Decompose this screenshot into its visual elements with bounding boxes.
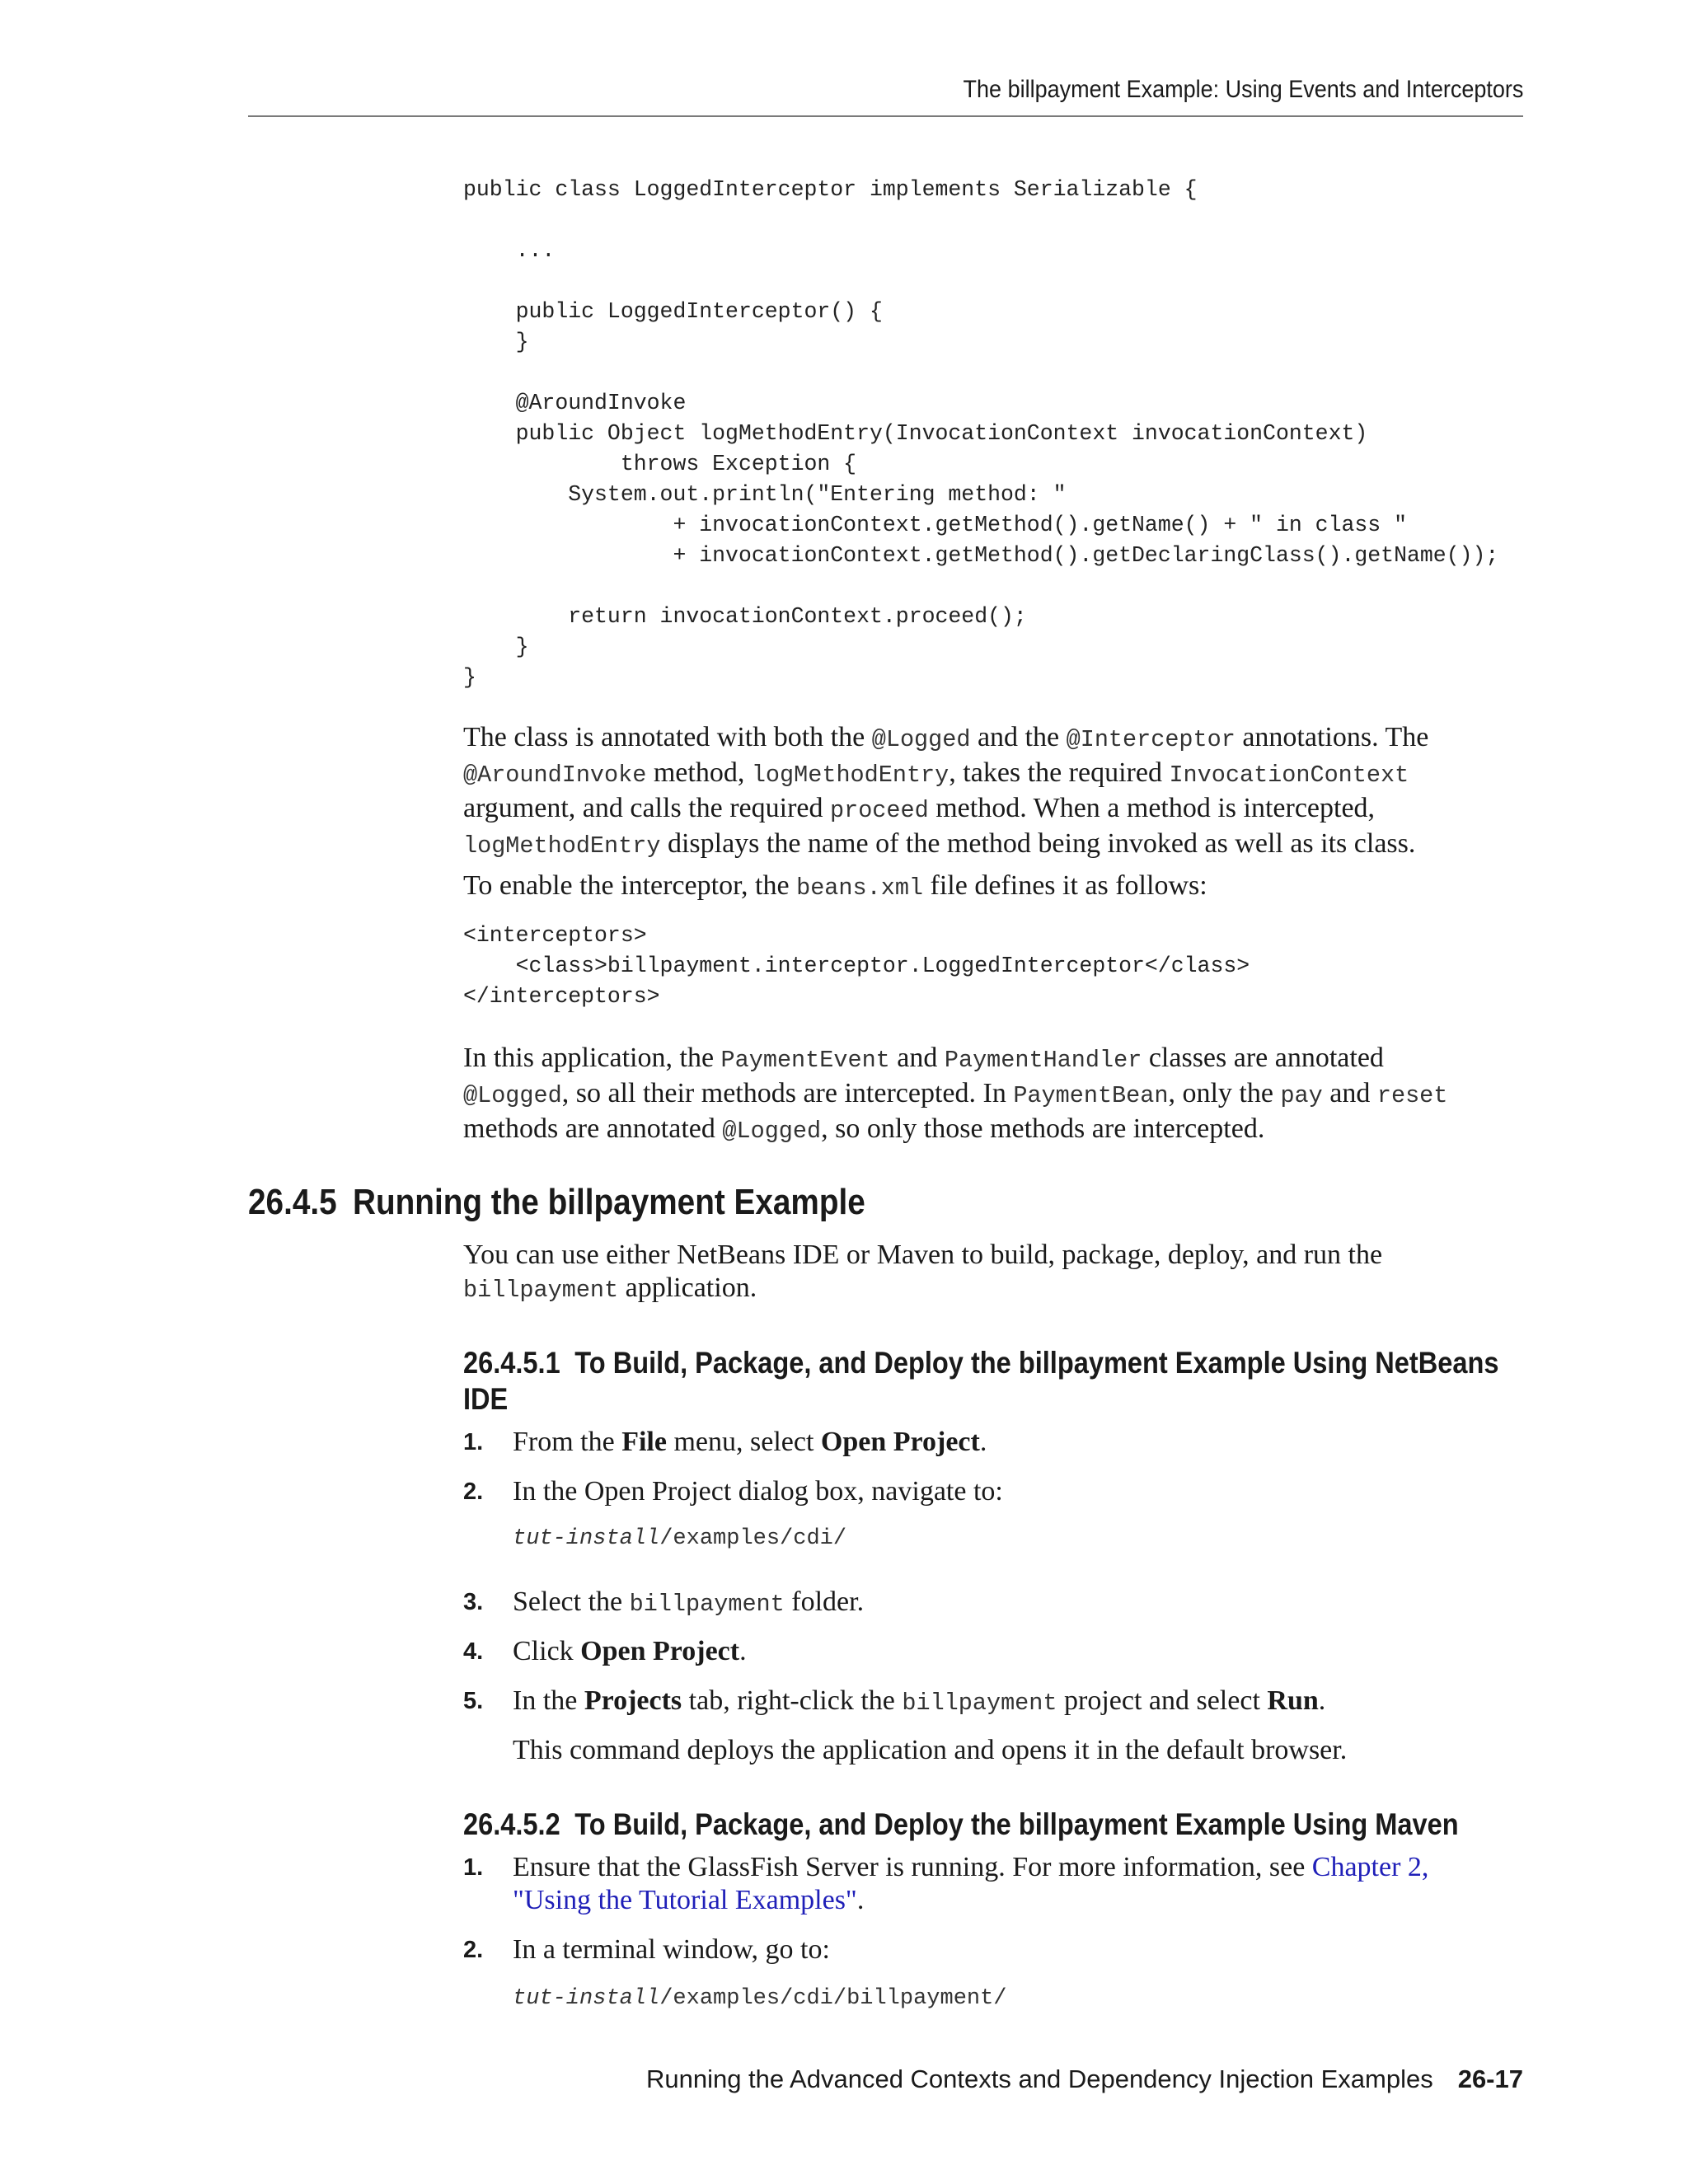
path-text: tut-install/examples/cdi/billpayment/ [513,1986,1007,2011]
step-number: 5. [463,1688,484,1714]
code-block-beans-xml: <interceptors> <class>billpayment.interceptor.LoggedInterceptor</class> </interceptors> [463,923,1250,1009]
step-text: Click Open Project. [513,1636,747,1666]
step-text: Ensure that the GlassFish Server is running. For more information, see Chapter 2, "Using the Tutorial Examples". [513,1852,1429,1915]
step-text: Select the billpayment folder. [513,1586,865,1618]
step-number: 1. [463,1429,484,1455]
step-text: In the Projects tab, right-click the billpayment project and select Run. [513,1685,1326,1717]
page-number: 26-17 [1457,2064,1523,2093]
step-note: This command deploys the application and opens it in the default browser. [513,1735,1348,1765]
step-number: 3. [463,1589,484,1615]
step-number: 1. [463,1854,484,1881]
running-header: The billpayment Example: Using Events and Interceptors [963,76,1523,103]
step-number: 2. [463,1479,484,1505]
step-text: From the File menu, select Open Project. [513,1427,987,1457]
section-heading: 26.4.5 Running the billpayment Example [248,1182,865,1222]
step-number: 2. [463,1937,484,1963]
code-block-logged-interceptor: public class LoggedInterceptor implements Serializable { ... public LoggedInterceptor() { } @AroundInvoke public Object logMethodEntry(InvocationContext invocationContext) throws Exception { System.out.println("Entering method: " + invocationContext.getMethod().getName() + " in class " + invocationContext.getMethod().getDeclaringClass().getName()); return invocationContext.proceed(); } } [463,177,1499,690]
paragraph-logged-classes: In this application, the PaymentEvent and PaymentHandler classes are annotated @Logged, so all their methods are intercepted. In PaymentBean, only the pay and reset methods are annotated @Logged, so only those methods are intercepted. [463,1043,1448,1145]
header-rule [248,115,1523,117]
paragraph-class-annotation: The class is annotated with both the @Logged and the @Interceptor annotations. The @AroundInvoke method, logMethodEntry, takes the required InvocationContext argument, and calls the required proceed method. When a method is intercepted, logMethodEntry displays the name of the method being invoked as well as its class. [463,722,1429,860]
page-footer [646,2064,1523,2094]
step-number: 4. [463,1638,484,1665]
step-text: In the Open Project dialog box, navigate to: [513,1476,1003,1507]
subsection-heading-netbeans: 26.4.5.1 To Build, Package, and Deploy the billpayment Example Using NetBeans IDE [463,1346,1499,1416]
paragraph-enable-interceptor: To enable the interceptor, the beans.xml file defines it as follows: [463,870,1207,902]
step-text: In a terminal window, go to: [513,1934,830,1965]
path-text: tut-install/examples/cdi/ [513,1526,847,1551]
tutorial-examples-link[interactable]: "Using the Tutorial Examples" [513,1885,857,1915]
chapter-2-link[interactable]: Chapter 2, [1311,1852,1429,1882]
footer-title: Running the Advanced Contexts and Dependency Injection Examples [645,2064,1433,2093]
subsection-heading-maven: 26.4.5.2 To Build, Package, and Deploy the billpayment Example Using Maven [463,1807,1459,1841]
paragraph-intro: You can use either NetBeans IDE or Maven to build, package, deploy, and run the billpayment application. [463,1240,1383,1304]
